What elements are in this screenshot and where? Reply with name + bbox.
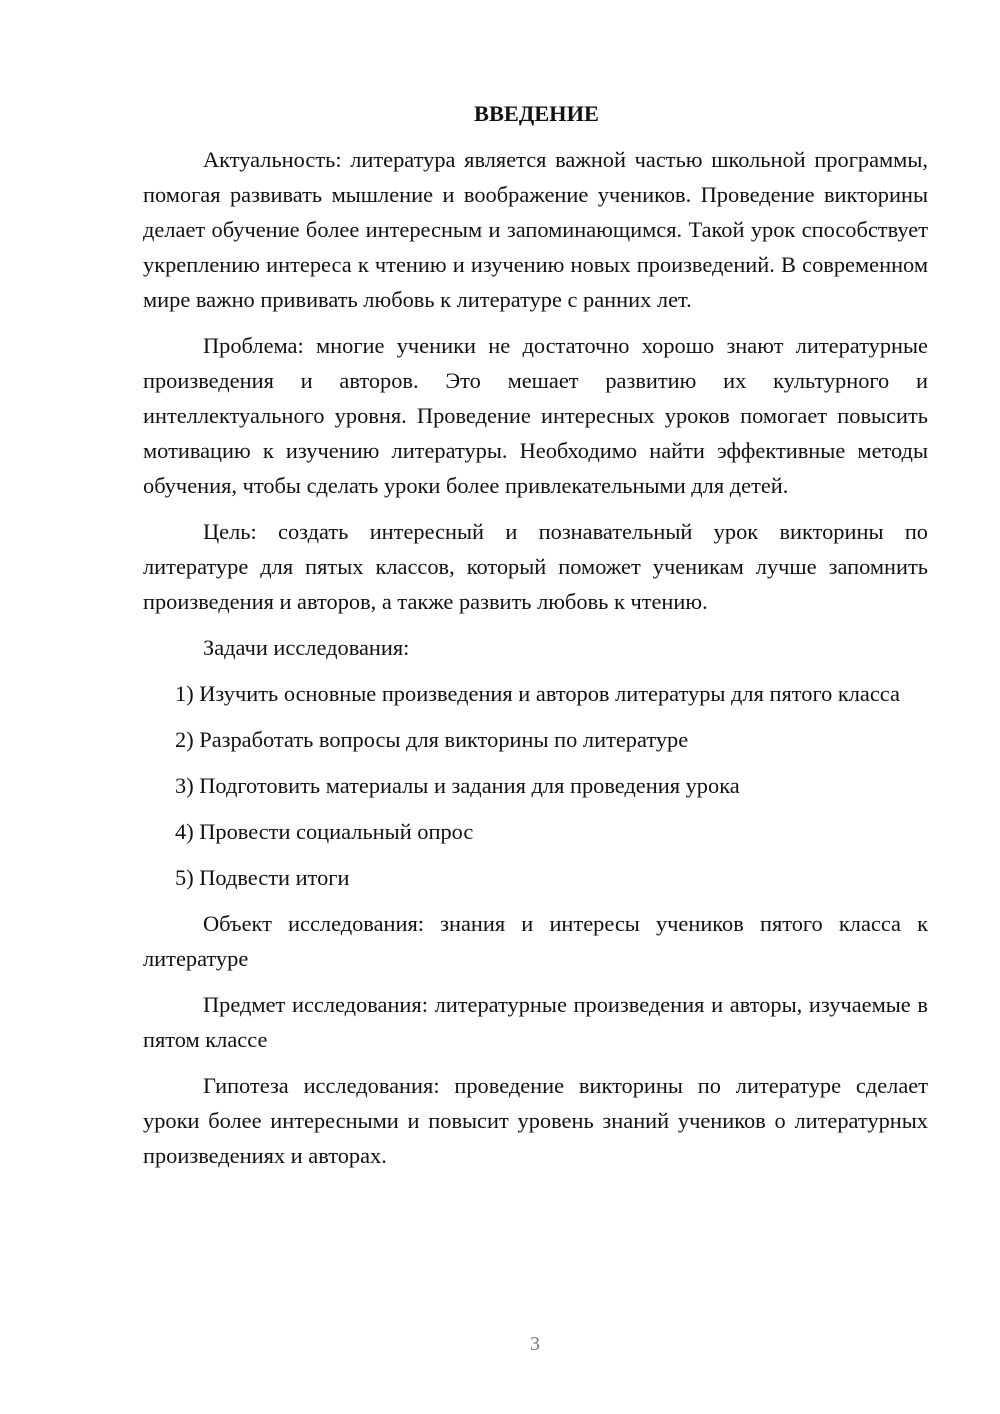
subject-paragraph: Предмет исследования: литературные произведения и авторы, изучаемые в пятом классе bbox=[143, 992, 928, 1052]
page-number: 3 bbox=[530, 1333, 540, 1355]
hypothesis-paragraph: Гипотеза исследования: проведение викторины по литературе сделает уроки более интересными и повысит уровень знаний учеников о литературных произведениях и авторах. bbox=[143, 1073, 928, 1168]
task-item-1: 1) Изучить основные произведения и авторов литературы для пятого класса bbox=[175, 681, 900, 706]
object-paragraph: Объект исследования: знания и интересы учеников пятого класса к литературе bbox=[143, 911, 928, 971]
task-item-2: 2) Разработать вопросы для викторины по литературе bbox=[175, 727, 689, 752]
section-title: ВВЕДЕНИЕ bbox=[474, 101, 599, 126]
task-item-4: 4) Провести социальный опрос bbox=[175, 819, 474, 844]
relevance-paragraph: Актуальность: литература является важной частью школьной программы, помогая развивать мышление и воображение учеников. Проведение викторины делает обучение более интересным и запоминающимся. Такой урок способствует укреплению интереса к чтению и изучению новых произведений. В современном мире важно прививать любовь к литературе с ранних лет. bbox=[143, 147, 928, 312]
tasks-heading: Задачи исследования: bbox=[203, 635, 410, 660]
task-item-3: 3) Подготовить материалы и задания для проведения урока bbox=[175, 773, 740, 798]
task-item-5: 5) Подвести итоги bbox=[175, 865, 350, 890]
goal-paragraph: Цель: создать интересный и познавательный урок викторины по литературе для пятых классов, который поможет ученикам лучше запомнить произведения и авторов, а также развить любовь к чтению. bbox=[143, 519, 928, 614]
problem-paragraph: Проблема: многие ученики не достаточно хорошо знают литературные произведения и авторов. Это мешает развитию их культурного и интеллектуального уровня. Проведение интересных уроков помогает повысить мотивацию к изучению литературы. Необходимо найти эффективные методы обучения, чтобы сделать уроки более привлекательными для детей. bbox=[143, 333, 928, 498]
document-page bbox=[143, 96, 928, 1184]
